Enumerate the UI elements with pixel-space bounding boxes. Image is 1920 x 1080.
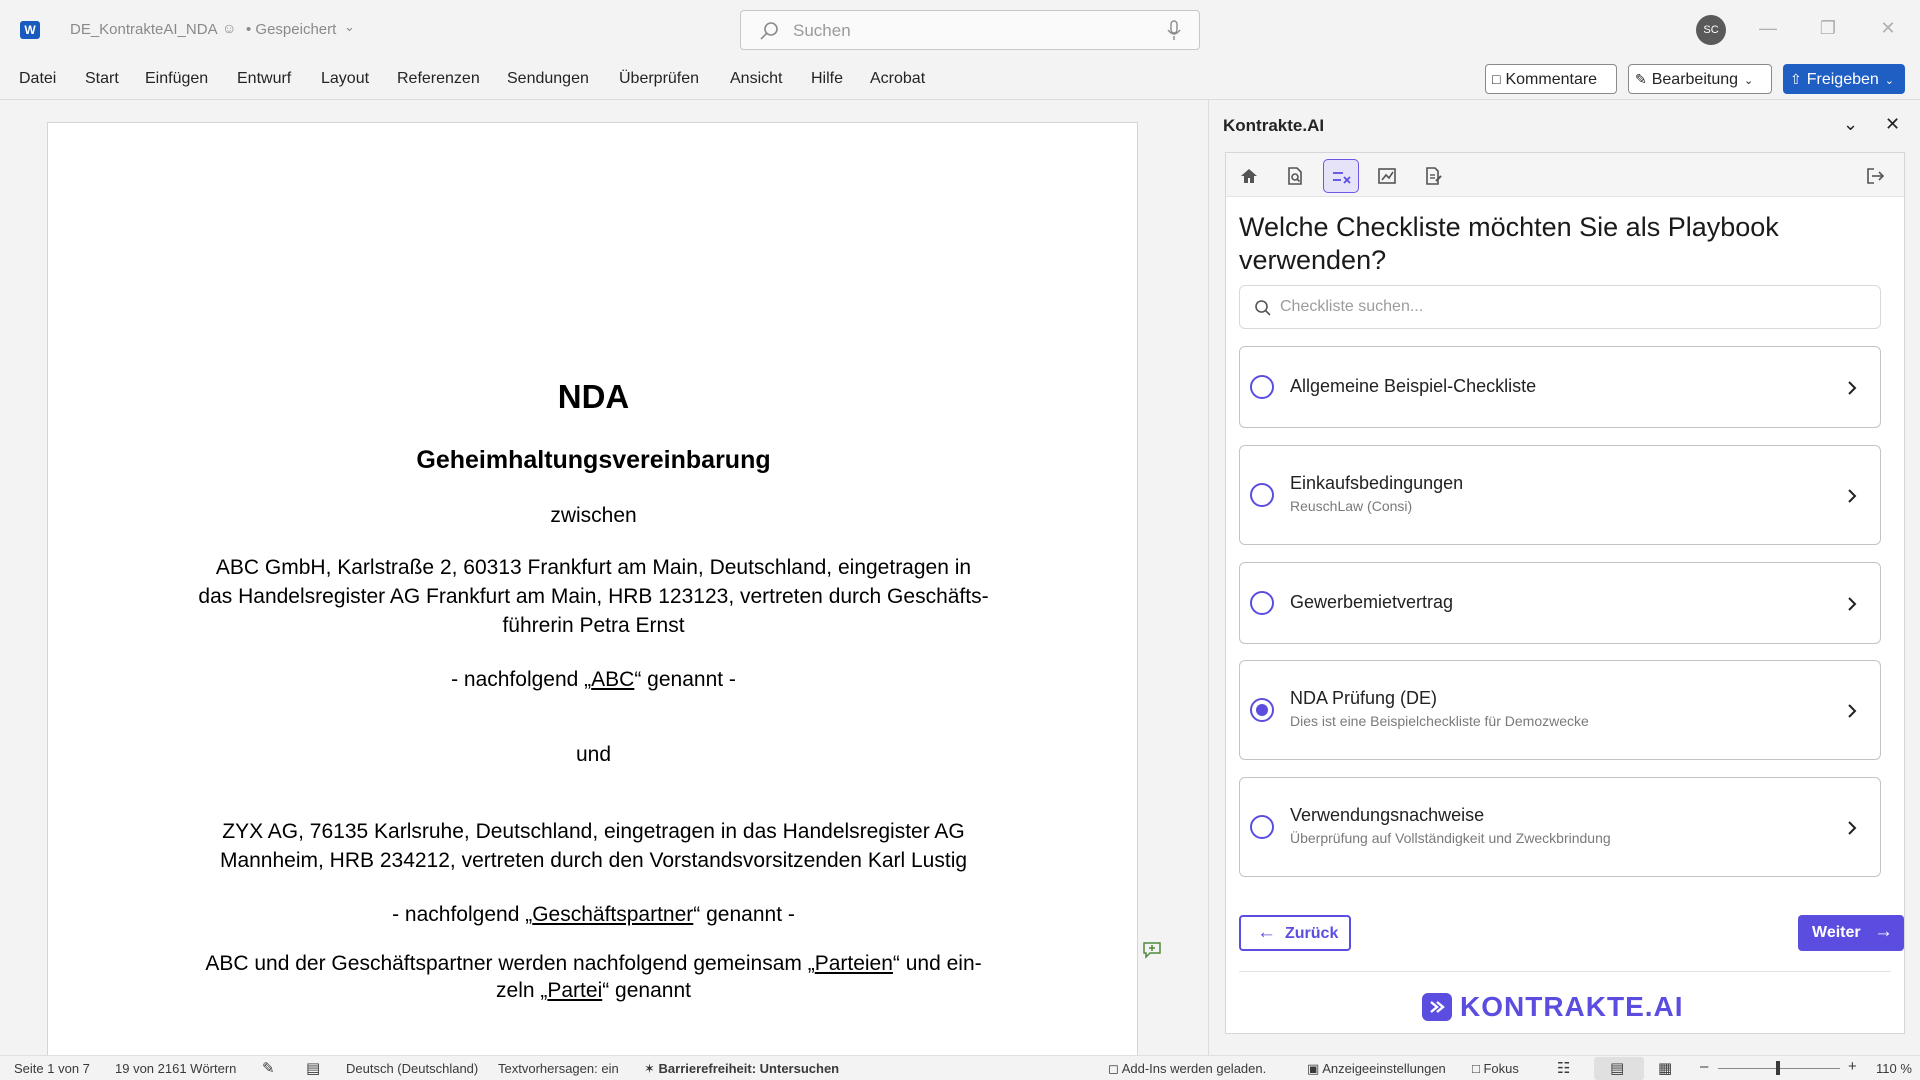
read-mode-icon[interactable]: ☷ <box>1557 1060 1571 1077</box>
document-title: NDA <box>557 378 630 415</box>
checklist-option[interactable] <box>1239 445 1881 545</box>
checklist-review-icon[interactable] <box>1323 159 1359 193</box>
menu-ansicht[interactable]: Ansicht <box>730 70 783 87</box>
chevron-right-icon <box>1846 819 1858 837</box>
addin-toolbar <box>1226 153 1904 197</box>
coauthor-icon: ☺ <box>222 20 237 36</box>
title-bar <box>0 0 1920 60</box>
page-count[interactable]: Seite 1 von 7 <box>14 1061 90 1076</box>
chevron-right-icon <box>1846 595 1858 613</box>
back-button[interactable] <box>1239 915 1351 951</box>
comments-label: Kommentare <box>1505 71 1598 88</box>
document-page[interactable] <box>47 122 1138 1062</box>
checklist-option[interactable] <box>1239 346 1881 428</box>
option-subtitle: ReuschLaw (Consi) <box>1290 498 1413 514</box>
back-label: Zurück <box>1285 925 1339 942</box>
document-subtitle: Geheimhaltungsvereinbarung <box>416 446 771 474</box>
radio-button[interactable] <box>1250 375 1274 399</box>
option-subtitle: Dies ist eine Beispielcheckliste für Demozwecke <box>1290 713 1589 729</box>
comments-button[interactable] <box>1485 64 1617 94</box>
menu-layout[interactable]: Layout <box>321 70 370 87</box>
search-placeholder: Suchen <box>793 21 851 40</box>
option-title: NDA Prüfung (DE) <box>1290 688 1438 708</box>
checklist-search-placeholder: Checkliste suchen... <box>1280 298 1424 315</box>
divider <box>1239 971 1891 972</box>
radio-button-selected[interactable] <box>1250 698 1274 722</box>
restore-icon[interactable]: ❐ <box>1819 18 1837 38</box>
menu-sendungen[interactable]: Sendungen <box>507 70 589 87</box>
document-canvas <box>0 100 1208 1055</box>
logout-icon[interactable] <box>1857 159 1893 193</box>
chevron-down-icon: ⌄ <box>1884 75 1894 87</box>
addin-task-pane <box>1208 100 1920 1055</box>
party1-line: das Handelsregister AG Frankfurt am Main, HRB 123123, vertreten durch Geschäfts- <box>198 585 989 608</box>
checklist-option[interactable] <box>1239 562 1881 644</box>
menu-ueberpruefen[interactable]: Überprüfen <box>619 70 700 87</box>
option-subtitle: Überprüfung auf Vollständigkeit und Zweckbrindung <box>1290 830 1611 846</box>
party2-line: ZYX AG, 76135 Karlsruhe, Deutschland, eingetragen in das Handelsregister AG <box>222 820 965 843</box>
zoom-level[interactable]: 110 % <box>1876 1061 1912 1076</box>
arrow-left-icon: ← <box>1257 922 1276 943</box>
document-edit-icon[interactable] <box>1415 159 1451 193</box>
party2-line: Mannheim, HRB 234212, vertreten durch den Vorstandsvorsitzenden Karl Lustig <box>219 849 968 872</box>
joint-definition-line: ABC und der Geschäftspartner werden nachfolgend gemeinsam „Parteien“ und ein- <box>205 952 982 975</box>
saved-status[interactable]: • Gespeichert <box>246 21 337 38</box>
close-icon[interactable]: ✕ <box>1880 18 1896 38</box>
focus-button[interactable]: □ Fokus <box>1472 1061 1519 1076</box>
task-pane-title: Kontrakte.AI <box>1223 116 1325 135</box>
ribbon-menu-bar <box>0 60 1920 100</box>
chevron-right-icon <box>1846 487 1858 505</box>
brand-text: KONTRAKTE.AI <box>1460 991 1684 1022</box>
close-icon[interactable]: ✕ <box>1885 114 1901 134</box>
checklist-search-input[interactable] <box>1239 285 1881 329</box>
next-button[interactable] <box>1798 915 1904 951</box>
document-search-icon[interactable] <box>1277 159 1313 193</box>
menu-start[interactable]: Start <box>85 70 119 87</box>
avatar[interactable]: SC <box>1696 15 1726 45</box>
chevron-down-icon: ⌄ <box>1744 75 1754 87</box>
addin-content <box>1225 152 1905 1034</box>
minimize-icon[interactable]: — <box>1759 18 1777 38</box>
radio-button[interactable] <box>1250 591 1274 615</box>
share-label: Freigeben <box>1806 71 1879 88</box>
editor-icon[interactable]: ✎ <box>262 1060 275 1077</box>
party2-alias: - nachfolgend „Geschäftspartner“ genannt - <box>392 903 795 926</box>
zoom-slider-thumb[interactable] <box>1776 1061 1780 1075</box>
menu-datei[interactable]: Datei <box>19 70 57 87</box>
chevron-right-icon <box>1846 379 1858 397</box>
menu-entwurf[interactable]: Entwurf <box>237 70 292 87</box>
add-comment-icon[interactable] <box>1141 939 1163 959</box>
party1-alias: - nachfolgend „ABC“ genannt - <box>451 668 736 691</box>
search-icon <box>1254 299 1272 317</box>
addin-icon: ◻ <box>1108 1061 1122 1076</box>
share-button[interactable] <box>1783 64 1905 94</box>
pencil-icon: ✎ <box>1635 71 1647 87</box>
search-input[interactable] <box>740 10 1200 50</box>
accessibility-icon: ✶ <box>644 1061 659 1076</box>
between-text: zwischen <box>550 504 637 527</box>
display-icon: ▣ <box>1307 1061 1323 1076</box>
menu-einfuegen[interactable]: Einfügen <box>145 70 209 87</box>
chevron-right-icon <box>1846 702 1858 720</box>
display-settings[interactable]: ▣ Anzeigeeinstellungen <box>1307 1061 1446 1076</box>
option-title: Einkaufsbedingungen <box>1290 473 1464 493</box>
radio-button[interactable] <box>1250 815 1274 839</box>
focus-icon: □ <box>1472 1061 1484 1076</box>
editing-mode-button[interactable] <box>1628 64 1772 94</box>
party1-line: führerin Petra Ernst <box>502 614 685 637</box>
home-icon[interactable] <box>1231 159 1267 193</box>
kontrakte-logo-icon <box>1422 993 1452 1021</box>
word-count[interactable]: 19 von 2161 Wörtern <box>115 1061 237 1076</box>
addins-status[interactable]: ◻ Add-Ins werden geladen. <box>1108 1061 1267 1076</box>
menu-acrobat[interactable]: Acrobat <box>870 70 926 87</box>
joint-definition-line: zeln „Partei“ genannt <box>496 979 691 1002</box>
checklist-option-selected[interactable] <box>1239 660 1881 760</box>
checklist-option[interactable] <box>1239 777 1881 877</box>
chevron-down-icon[interactable]: ⌄ <box>344 19 355 34</box>
proofing-icon[interactable]: ▤ <box>306 1060 321 1077</box>
chevron-down-icon[interactable]: ⌄ <box>1843 114 1859 134</box>
menu-hilfe[interactable]: Hilfe <box>811 70 844 87</box>
editing-label: Bearbeitung <box>1651 71 1739 88</box>
next-label: Weiter <box>1812 924 1861 941</box>
analytics-icon[interactable] <box>1369 159 1405 193</box>
document-name[interactable]: DE_KontrakteAI_NDA <box>70 21 218 38</box>
option-title: Gewerbemietvertrag <box>1290 592 1454 612</box>
web-layout-icon[interactable]: ▦ <box>1658 1060 1673 1077</box>
arrow-right-icon: → <box>1874 921 1893 942</box>
menu-referenzen[interactable]: Referenzen <box>397 70 480 87</box>
option-title: Verwendungsnachweise <box>1290 805 1485 825</box>
and-text: und <box>575 743 612 766</box>
radio-button[interactable] <box>1250 483 1274 507</box>
share-icon: ⇧ <box>1790 71 1802 87</box>
checklist-question: Welche Checkliste möchten Sie als Playbook verwenden? <box>1239 212 1779 275</box>
text-predictions-status[interactable]: Textvorhersagen: ein <box>498 1061 619 1076</box>
accessibility-status[interactable]: ✶ Barrierefreiheit: Untersuchen <box>644 1061 840 1076</box>
language-status[interactable]: Deutsch (Deutschland) <box>346 1061 479 1076</box>
zoom-out-icon[interactable]: – <box>1700 1058 1709 1075</box>
word-app-icon: W <box>20 21 40 39</box>
zoom-in-icon[interactable]: + <box>1848 1058 1857 1075</box>
microphone-icon[interactable] <box>1165 19 1183 43</box>
search-icon <box>758 20 780 42</box>
option-title: Allgemeine Beispiel-Checkliste <box>1290 376 1537 396</box>
party1-line: ABC GmbH, Karlstraße 2, 60313 Frankfurt am Main, Deutschland, eingetragen in <box>215 556 972 579</box>
print-layout-icon[interactable]: ▤ <box>1610 1060 1625 1077</box>
comment-icon: □ <box>1492 71 1501 87</box>
status-bar <box>0 1055 1920 1080</box>
